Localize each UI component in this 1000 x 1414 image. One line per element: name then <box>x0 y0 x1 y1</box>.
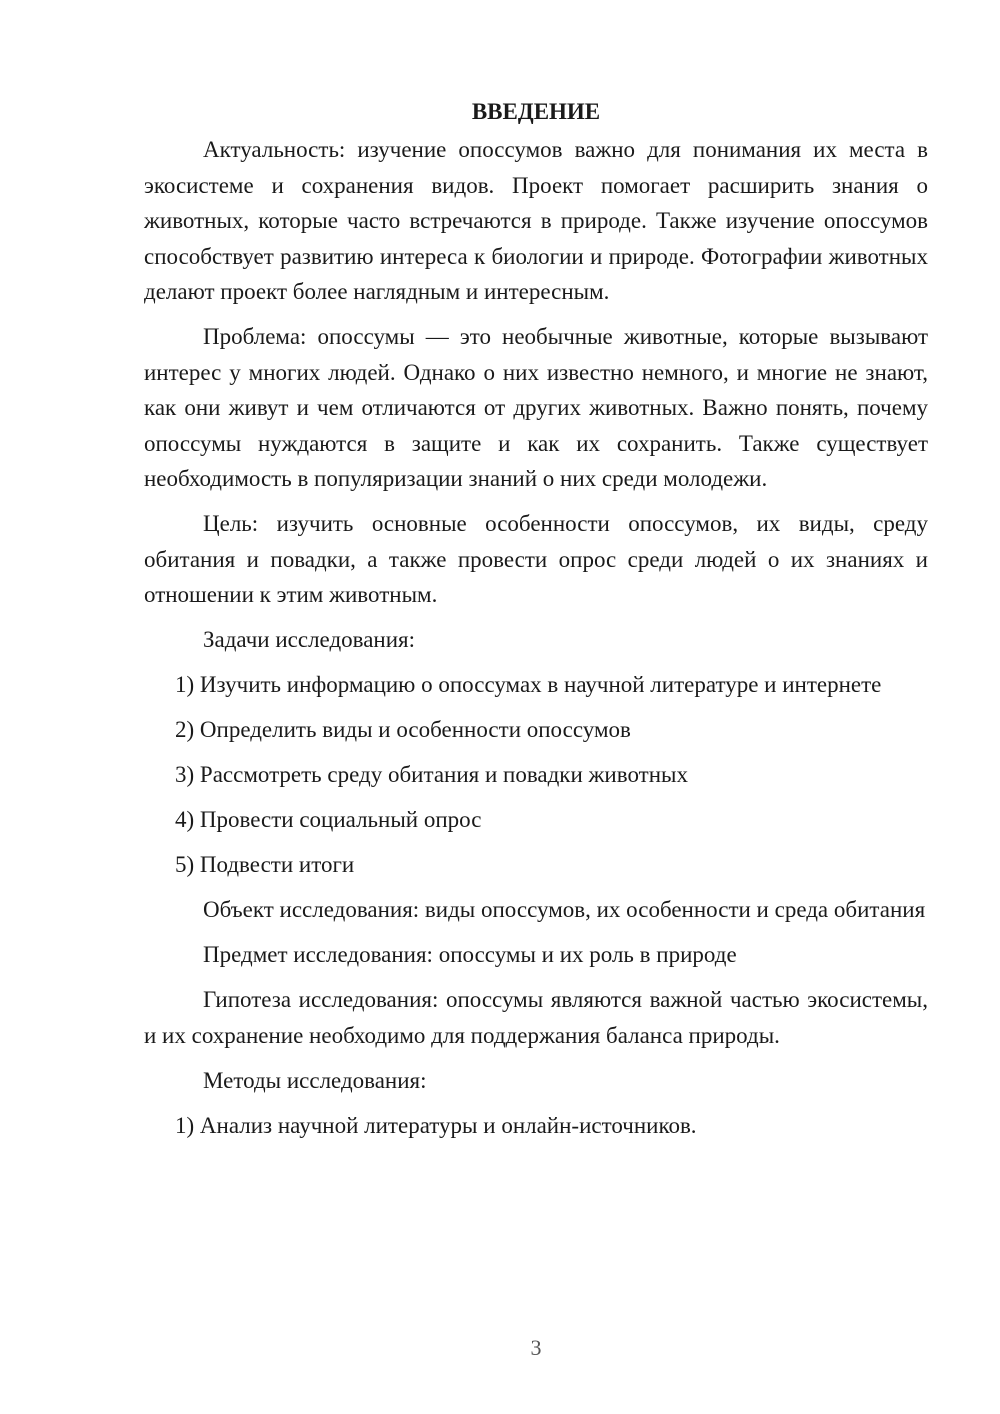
page-number: 3 <box>530 1335 542 1360</box>
task-item: 3) Рассмотреть среду обитания и повадки животных <box>175 762 688 787</box>
task-item: 4) Провести социальный опрос <box>175 807 482 832</box>
relevance-paragraph: Актуальность: изучение опоссумов важно для понимания их места в экосистеме и сохранения видов. Проект помогает расширить знания о животных, которые часто встречаются в природе. Также изучение опоссумов способствует развитию интереса к биологии и природе. Фотографии животных делают проект более наглядным и интересным. <box>144 137 928 304</box>
method-item: 1) Анализ научной литературы и онлайн-источников. <box>175 1112 697 1138</box>
hypothesis-paragraph: Гипотеза исследования: опоссумы являются важной частью экосистемы, и их сохранение необходимо для поддержания баланса природы. <box>144 987 928 1048</box>
task-item: 1) Изучить информацию о опоссумах в научной литературе и интернете <box>175 672 882 697</box>
page-content <box>144 94 928 1153</box>
problem-paragraph: Проблема: опоссумы — это необычные животные, которые вызывают интерес у многих людей. Однако о них известно немного, и многие не знают, как они живут и чем отличаются от других животных. Важно понять, почему опоссумы нуждаются в защите и как их сохранить. Также существует необходимость в популяризации знаний о них среди молодежи. <box>144 324 928 491</box>
task-item: 2) Определить виды и особенности опоссумов <box>175 717 631 742</box>
goal-paragraph: Цель: изучить основные особенности опоссумов, их виды, среду обитания и повадки, а также провести опрос среди людей о их знаниях и отношении к этим животным. <box>144 511 928 607</box>
object-paragraph: Объект исследования: виды опоссумов, их особенности и среда обитания <box>203 897 926 922</box>
methods-label: Методы исследования: <box>203 1067 427 1093</box>
subject-paragraph: Предмет исследования: опоссумы и их роль в природе <box>203 942 737 967</box>
task-item: 5) Подвести итоги <box>175 852 355 877</box>
tasks-label: Задачи исследования: <box>203 627 416 652</box>
page-title: ВВЕДЕНИЕ <box>471 99 601 124</box>
